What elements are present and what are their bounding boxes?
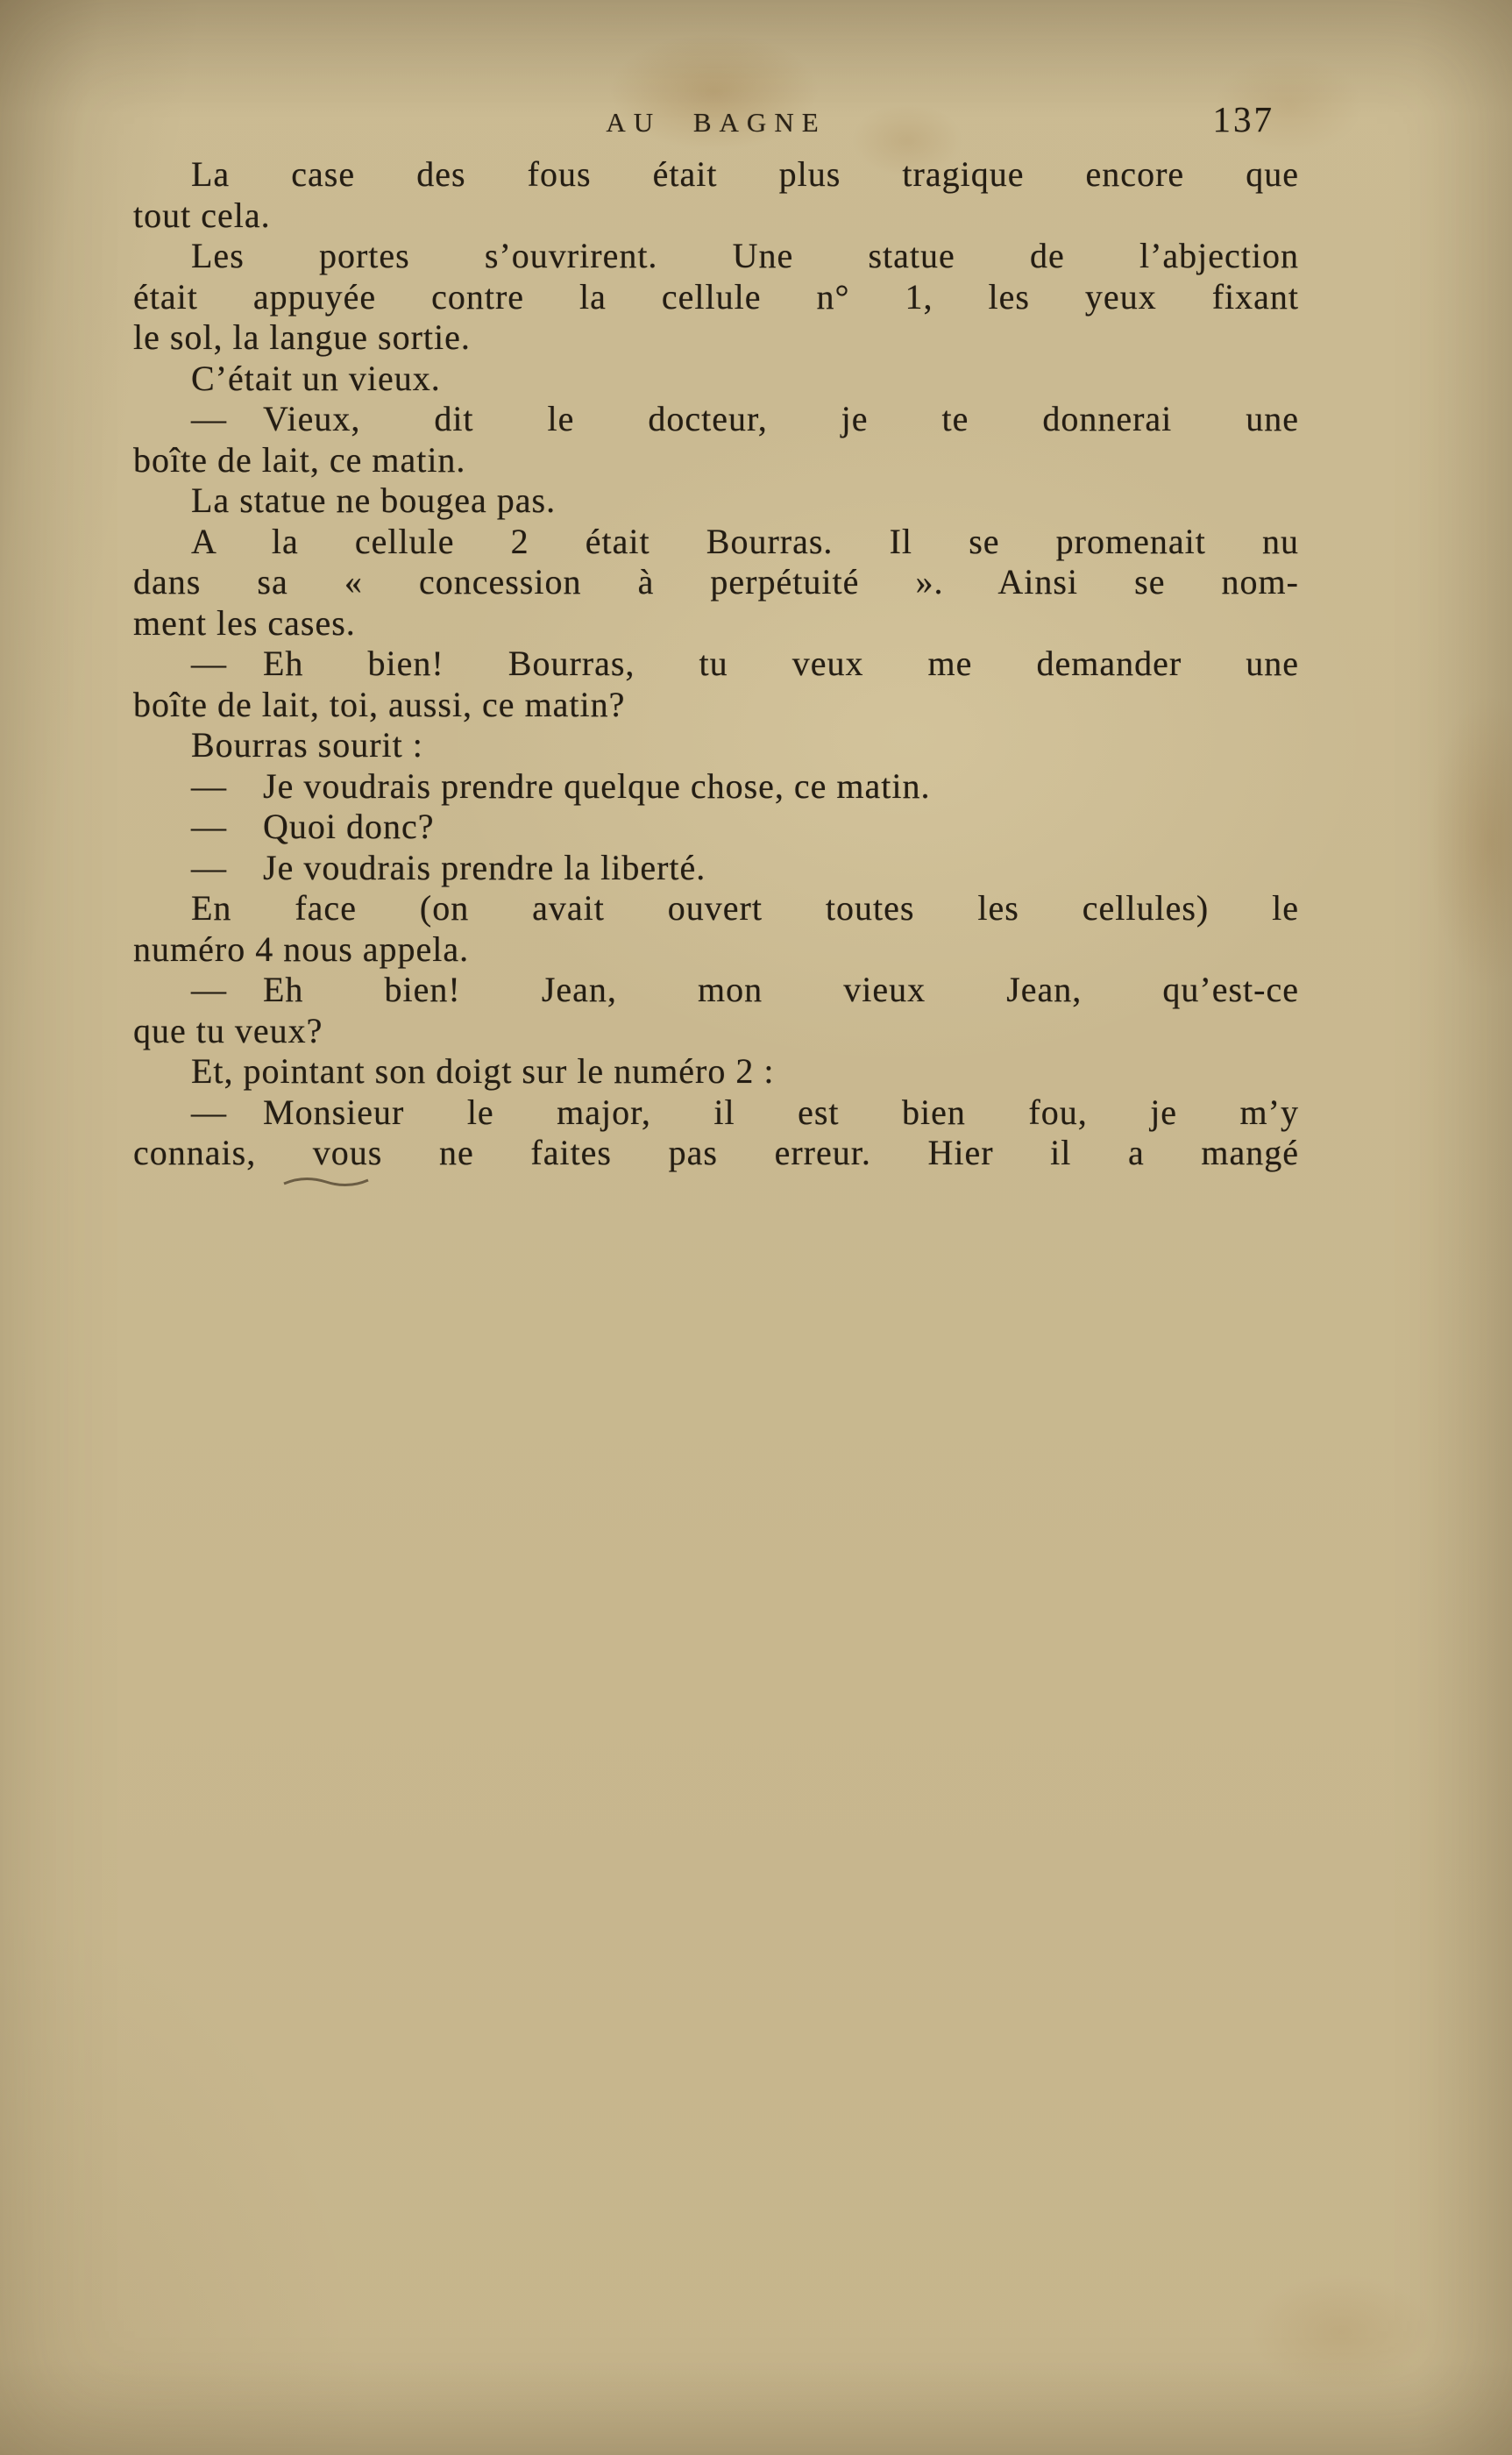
text-line: était appuyée contre la cellule n° 1, les yeux fixant (133, 276, 1299, 317)
text-line: — Monsieur le major, il est bien fou, je m’y (191, 1092, 1299, 1132)
text-line: — Je voudrais prendre la liberté. (191, 847, 706, 887)
text-line: dans sa « concession à perpétuité ». Ainsi se nom- (133, 562, 1299, 601)
text-line: La statue ne bougea pas. (191, 480, 557, 520)
text-line: que tu veux? (133, 1010, 323, 1050)
pen-mark (282, 1173, 370, 1189)
text-line: connais, vous ne faites pas erreur. Hier il a mangé (133, 1133, 1299, 1172)
running-title: AU BAGNE (606, 107, 827, 138)
text-line: — Vieux, dit le docteur, je te donnerai une (191, 399, 1299, 438)
page-header (133, 99, 1299, 153)
text-line: numéro 4 nous appela. (133, 929, 470, 969)
text-line: Et, pointant son doigt sur le numéro 2 : (191, 1051, 775, 1091)
text-line: — Eh bien! Bourras, tu veux me demander une (191, 644, 1299, 683)
text-line: tout cela. (133, 195, 271, 235)
text-line: Bourras sourit : (191, 725, 423, 765)
text-line: — Eh bien! Jean, mon vieux Jean, qu’est-ce (191, 970, 1299, 1009)
text-line: — Quoi donc? (191, 807, 435, 846)
text-line: En face (on avait ouvert toutes les cellules) le (191, 888, 1299, 928)
text-line: boîte de lait, toi, aussi, ce matin? (133, 684, 626, 724)
page-number: 137 (1212, 99, 1274, 139)
text-line: C’était un vieux. (191, 358, 441, 398)
text-line: le sol, la langue sortie. (133, 317, 471, 357)
text-line: ment les cases. (133, 602, 356, 643)
text-line: boîte de lait, ce matin. (133, 439, 466, 480)
text-line: La case des fous était plus tragique encore que (191, 154, 1299, 194)
text-line: Les portes s’ouvrirent. Une statue de l’abjection (191, 236, 1299, 275)
text-line: — Je voudrais prendre quelque chose, ce matin. (191, 765, 931, 806)
text-block (133, 154, 1299, 1174)
text-line: A la cellule 2 était Bourras. Il se promenait nu (191, 521, 1299, 561)
